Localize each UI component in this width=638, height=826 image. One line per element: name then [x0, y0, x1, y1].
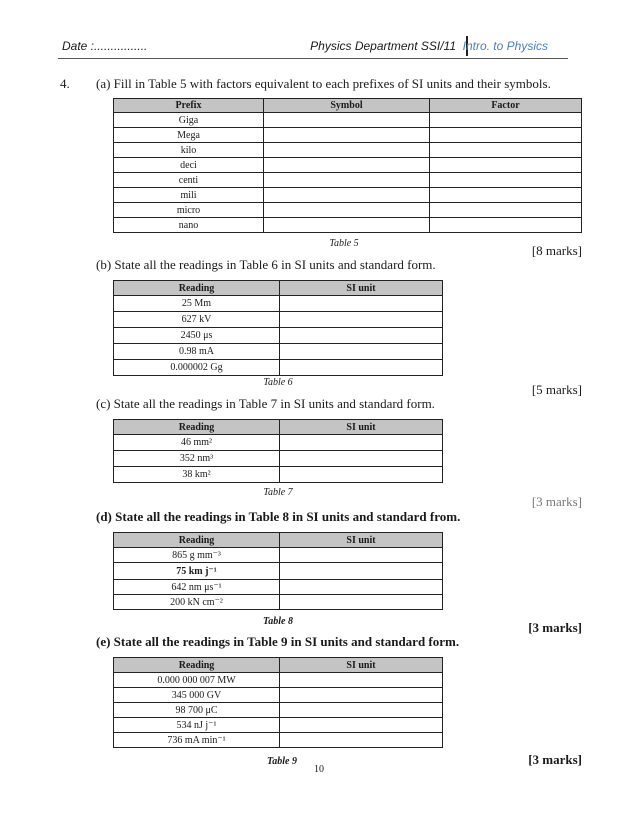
si-unit-cell[interactable] [280, 688, 443, 703]
course-label: Intro. to Physics [462, 39, 548, 53]
table-row: 736 mA min⁻¹ [114, 733, 280, 748]
table-row: deci [114, 158, 264, 173]
table-9-header-reading: Reading [114, 658, 280, 673]
symbol-cell[interactable] [264, 128, 430, 143]
symbol-cell[interactable] [264, 113, 430, 128]
table-row: Giga [114, 113, 264, 128]
part-e-marks: [3 marks] [528, 752, 582, 767]
part-d-marks: [3 marks] [528, 620, 582, 635]
date-label: Date :................ [62, 39, 148, 53]
part-b-instruction: (b) State all the readings in Table 6 in SI units and standard form. [96, 257, 436, 272]
si-unit-cell[interactable] [280, 451, 443, 467]
table-9 [113, 657, 443, 748]
table-row: 642 nm μs⁻¹ [114, 580, 280, 595]
part-b-marks: [5 marks] [531, 382, 582, 397]
table-row: 865 g mm⁻³ [114, 548, 280, 563]
part-d-instruction: (d) State all the readings in Table 8 in SI units and standard from. [96, 509, 461, 524]
si-unit-cell[interactable] [280, 733, 443, 748]
table-row: 627 kV [114, 312, 280, 328]
factor-cell[interactable] [430, 113, 582, 128]
symbol-cell[interactable] [264, 188, 430, 203]
si-unit-cell[interactable] [280, 703, 443, 718]
si-unit-cell[interactable] [280, 435, 443, 451]
table-row: 0.000002 Gg [114, 360, 280, 376]
table-row: 345 000 GV [114, 688, 280, 703]
table-row: 0.98 mA [114, 344, 280, 360]
table-6 [113, 280, 443, 376]
page-header [62, 36, 568, 56]
table-9-caption: Table 9 [267, 756, 297, 767]
table-8 [113, 532, 443, 610]
table-row: 352 nm³ [114, 451, 280, 467]
factor-cell[interactable] [430, 173, 582, 188]
table-7-header-si-unit: SI unit [280, 420, 443, 435]
page-number: 10 [314, 764, 324, 775]
department-label: Physics Department SSI/11 [310, 39, 456, 53]
part-e-instruction: (e) State all the readings in Table 9 in SI units and standard form. [96, 634, 460, 649]
table-8-caption: Table 8 [263, 616, 293, 627]
symbol-cell[interactable] [264, 203, 430, 218]
table-5 [113, 98, 582, 233]
factor-cell[interactable] [430, 143, 582, 158]
factor-cell[interactable] [430, 188, 582, 203]
table-5-caption: Table 5 [329, 238, 359, 249]
table-row: centi [114, 173, 264, 188]
table-7 [113, 419, 443, 483]
table-row: nano [114, 218, 264, 233]
si-unit-cell[interactable] [280, 467, 443, 483]
si-unit-cell[interactable] [280, 563, 443, 580]
table-row: 25 Mm [114, 296, 280, 312]
part-a-marks: [8 marks] [531, 243, 582, 258]
table-9-header-si-unit: SI unit [280, 658, 443, 673]
table-row: 534 nJ j⁻¹ [114, 718, 280, 733]
table-8-header-si-unit: SI unit [280, 533, 443, 548]
table-5-header-symbol: Symbol [264, 99, 430, 113]
table-row: 75 km j⁻¹ [114, 563, 280, 580]
table-row: micro [114, 203, 264, 218]
table-row: 38 km² [114, 467, 280, 483]
factor-cell[interactable] [430, 158, 582, 173]
symbol-cell[interactable] [264, 158, 430, 173]
table-5-header-prefix: Prefix [114, 99, 264, 113]
table-6-caption: Table 6 [263, 377, 293, 388]
symbol-cell[interactable] [264, 143, 430, 158]
part-c-marks: [3 marks] [531, 494, 582, 509]
si-unit-cell[interactable] [280, 296, 443, 312]
question-number: 4. [60, 76, 70, 91]
header-rule [58, 58, 568, 59]
factor-cell[interactable] [430, 218, 582, 233]
table-row: mili [114, 188, 264, 203]
table-row: 200 kN cm⁻² [114, 595, 280, 610]
table-row: 0.000 000 007 MW [114, 673, 280, 688]
symbol-cell[interactable] [264, 218, 430, 233]
symbol-cell[interactable] [264, 173, 430, 188]
part-a-instruction: (a) Fill in Table 5 with factors equivalent to each prefixes of SI units and their symbols. [96, 76, 551, 91]
si-unit-cell[interactable] [280, 360, 443, 376]
si-unit-cell[interactable] [280, 580, 443, 595]
si-unit-cell[interactable] [280, 344, 443, 360]
table-row: Mega [114, 128, 264, 143]
table-row: 2450 μs [114, 328, 280, 344]
table-row: 46 mm² [114, 435, 280, 451]
si-unit-cell[interactable] [280, 548, 443, 563]
si-unit-cell[interactable] [280, 328, 443, 344]
part-c-instruction: (c) State all the readings in Table 7 in SI units and standard form. [96, 396, 435, 411]
table-row: 98 700 μC [114, 703, 280, 718]
table-row: kilo [114, 143, 264, 158]
si-unit-cell[interactable] [280, 312, 443, 328]
factor-cell[interactable] [430, 128, 582, 143]
table-6-header-si-unit: SI unit [280, 281, 443, 296]
table-7-caption: Table 7 [263, 487, 293, 498]
si-unit-cell[interactable] [280, 718, 443, 733]
table-8-header-reading: Reading [114, 533, 280, 548]
table-5-header-factor: Factor [430, 99, 582, 113]
table-7-header-reading: Reading [114, 420, 280, 435]
factor-cell[interactable] [430, 203, 582, 218]
table-6-header-reading: Reading [114, 281, 280, 296]
si-unit-cell[interactable] [280, 595, 443, 610]
si-unit-cell[interactable] [280, 673, 443, 688]
